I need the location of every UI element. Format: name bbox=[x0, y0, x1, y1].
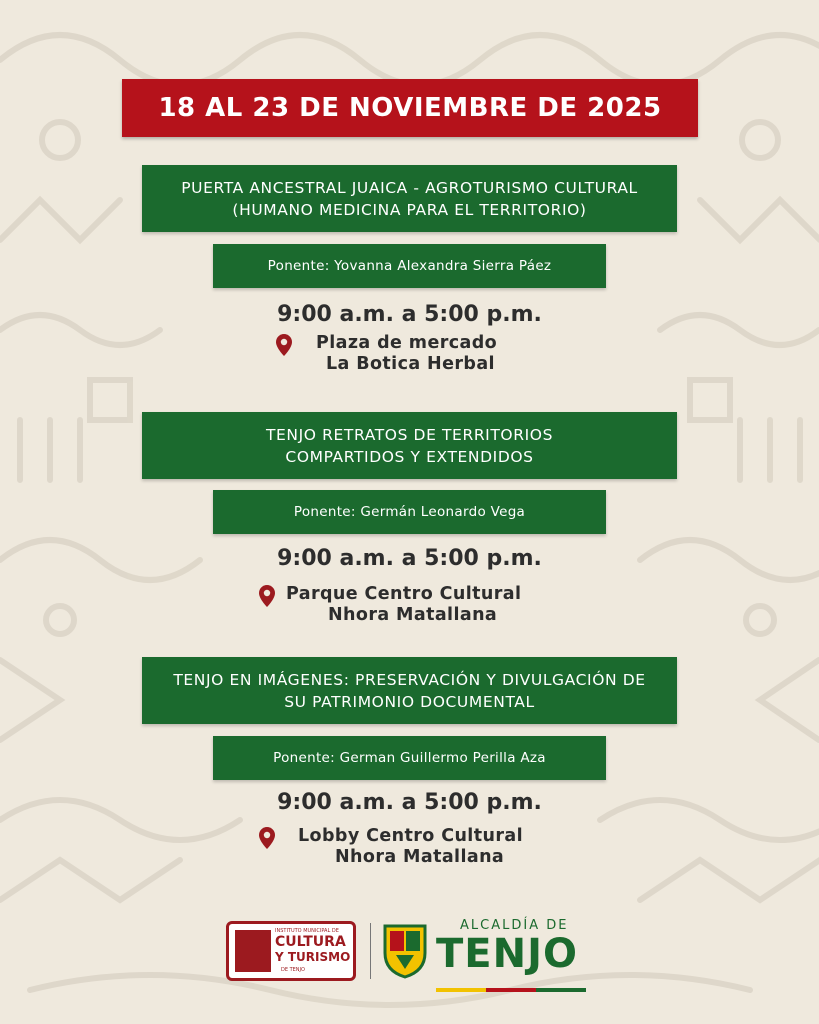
map-pin-icon bbox=[259, 585, 275, 607]
map-pin-icon bbox=[276, 334, 292, 356]
location-line1: Parque Centro Cultural bbox=[286, 584, 522, 604]
culture-line2: Y TURISMO bbox=[275, 950, 351, 964]
speaker-box bbox=[213, 244, 606, 288]
culture-small-text: INSTITUTO MUNICIPAL DE bbox=[275, 928, 339, 934]
speaker-text: Ponente: Germán Leonardo Vega bbox=[293, 504, 526, 520]
date-text: 18 AL 23 DE NOVIEMBRE DE 2025 bbox=[158, 93, 662, 123]
event-title-box bbox=[142, 165, 677, 232]
culture-foot-text: DE TENJO bbox=[281, 967, 305, 973]
speaker-text: Ponente: Yovanna Alexandra Sierra Páez bbox=[267, 258, 552, 274]
logo-divider bbox=[370, 923, 371, 979]
location-line2: Nhora Matallana bbox=[328, 605, 498, 625]
event-title-line2: SU PATRIMONIO DOCUMENTAL bbox=[284, 692, 535, 711]
alcaldia-small-text: ALCALDÍA DE bbox=[460, 918, 569, 933]
event-time: 9:00 a.m. a 5:00 p.m. bbox=[277, 302, 542, 327]
event-title-line2: (HUMANO MEDICINA PARA EL TERRITORIO) bbox=[232, 200, 587, 219]
alcaldia-big-text: TENJO bbox=[436, 931, 578, 977]
event-time: 9:00 a.m. a 5:00 p.m. bbox=[277, 546, 542, 571]
event-title-line1: TENJO RETRATOS DE TERRITORIOS bbox=[265, 425, 554, 444]
speaker-box bbox=[213, 736, 606, 780]
event-title-box bbox=[142, 657, 677, 724]
event-title-line1: PUERTA ANCESTRAL JUAICA - AGROTURISMO CULTURAL bbox=[181, 178, 638, 197]
location-line2: Nhora Matallana bbox=[335, 847, 505, 867]
speaker-box bbox=[213, 490, 606, 534]
event-title-box bbox=[142, 412, 677, 479]
culture-institute-logo bbox=[226, 921, 356, 981]
coat-of-arms-icon bbox=[382, 923, 428, 979]
culture-glyph-icon bbox=[235, 930, 271, 972]
map-pin-icon bbox=[259, 827, 275, 849]
flag-stripe bbox=[436, 977, 586, 981]
speaker-text: Ponente: German Guillermo Perilla Aza bbox=[273, 750, 546, 766]
event-time: 9:00 a.m. a 5:00 p.m. bbox=[277, 790, 542, 815]
footer-logos bbox=[0, 915, 819, 990]
location-line1: Plaza de mercado bbox=[316, 333, 498, 353]
date-banner bbox=[122, 79, 698, 137]
location-line1: Lobby Centro Cultural bbox=[298, 826, 523, 846]
event-title-line2: COMPARTIDOS Y EXTENDIDOS bbox=[285, 447, 534, 466]
event-title-line1: TENJO EN IMÁGENES: PRESERVACIÓN Y DIVULGACIÓN DE bbox=[173, 670, 646, 689]
culture-line1: CULTURA bbox=[275, 934, 346, 950]
location-line2: La Botica Herbal bbox=[326, 354, 495, 374]
